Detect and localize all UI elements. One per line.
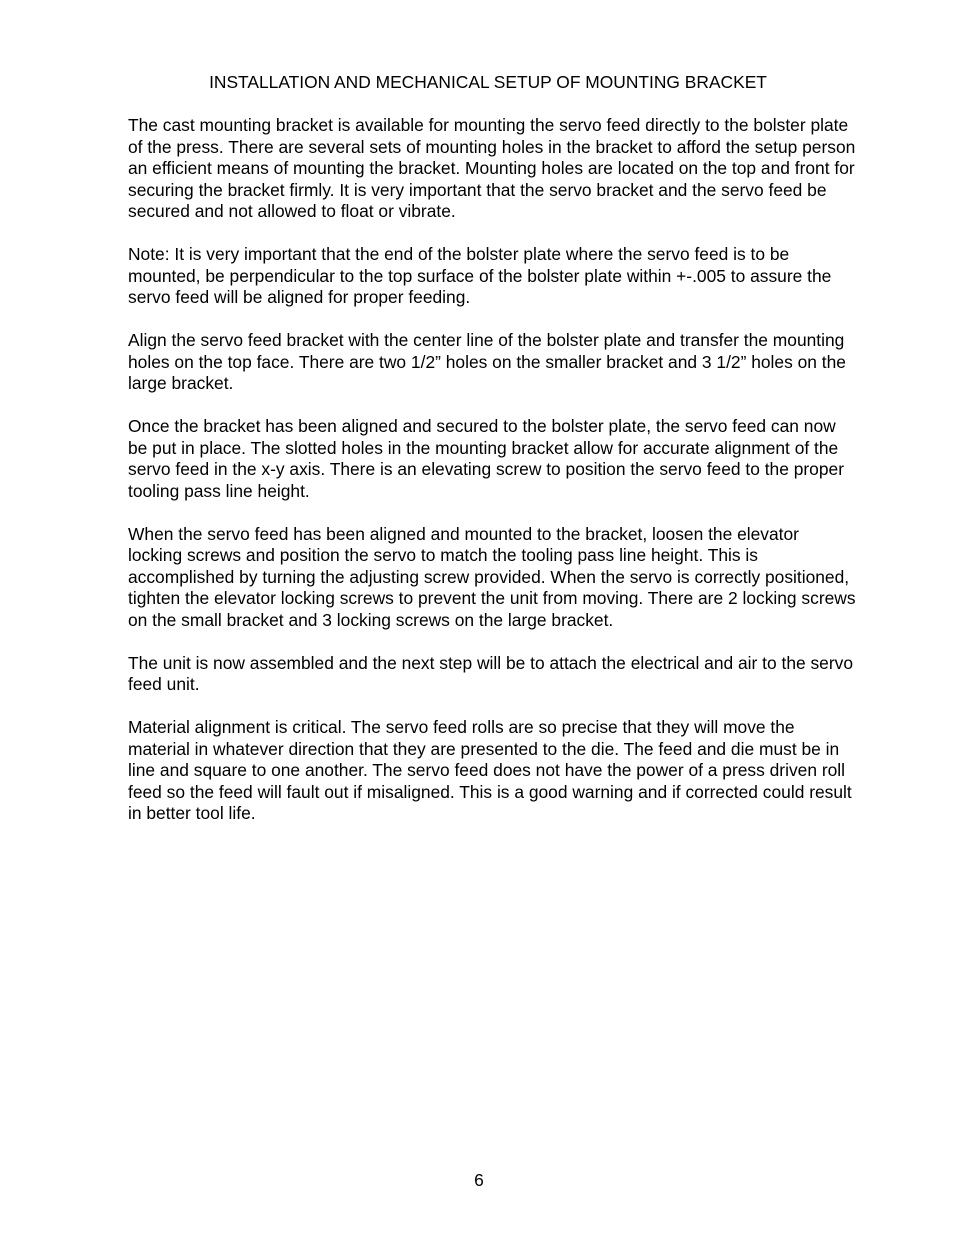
page-number: 6	[474, 1170, 484, 1190]
page-title: INSTALLATION AND MECHANICAL SETUP OF MOUNTING BRACKET	[209, 72, 767, 92]
paragraph-pass-line-height: When the servo feed has been aligned and mounted to the bracket, loosen the elevator locking screws and position the servo to match the tooling pass line height. This is accomplished by turning the adjusting screw provided. When the servo is correctly positioned, tighten the elevator locking screws to prevent the unit from moving. There are 2 locking screws on the small bracket and 3 locking screws on the large bracket.	[128, 523, 856, 630]
paragraph-material-alignment: Material alignment is critical. The servo feed rolls are so precise that they will move the material in whatever direction that they are presented to the die. The feed and die must be in line and square to one another. The servo feed does not have the power of a press driven roll feed so the feed will fault out if misaligned. This is a good warning and if corrected could result in better tool life.	[128, 717, 852, 823]
paragraph-perpendicular-note: Note: It is very important that the end of the bolster plate where the servo feed is to be mounted, be perpendicular to the top surface of the bolster plate within +-.005 to assure the servo feed will be aligned for proper feeding.	[128, 244, 832, 307]
paragraph-next-step: The unit is now assembled and the next step will be to attach the electrical and air to the servo feed unit.	[128, 652, 854, 694]
paragraph-bracket-overview: The cast mounting bracket is available for mounting the servo feed directly to the bolster plate of the press. There are several sets of mounting holes in the bracket to afford the setup person an efficient means of mounting the bracket. Mounting holes are located on the top and front for securing the bracket firmly. It is very important that the servo bracket and the servo feed be secured and not allowed to float or vibrate.	[128, 115, 856, 221]
paragraph-align-bracket: Align the servo feed bracket with the center line of the bolster plate and transfer the mounting holes on the top face. There are two 1/2” holes on the smaller bracket and 3 1/2” holes on the large bracket.	[128, 330, 846, 393]
document-body	[128, 115, 856, 846]
paragraph-place-servo: Once the bracket has been aligned and secured to the bolster plate, the servo feed can now be put in place. The slotted holes in the mounting bracket allow for accurate alignment of the servo feed in the x-y axis. There is an elevating screw to position the servo feed to the proper tooling pass line height.	[128, 416, 844, 501]
